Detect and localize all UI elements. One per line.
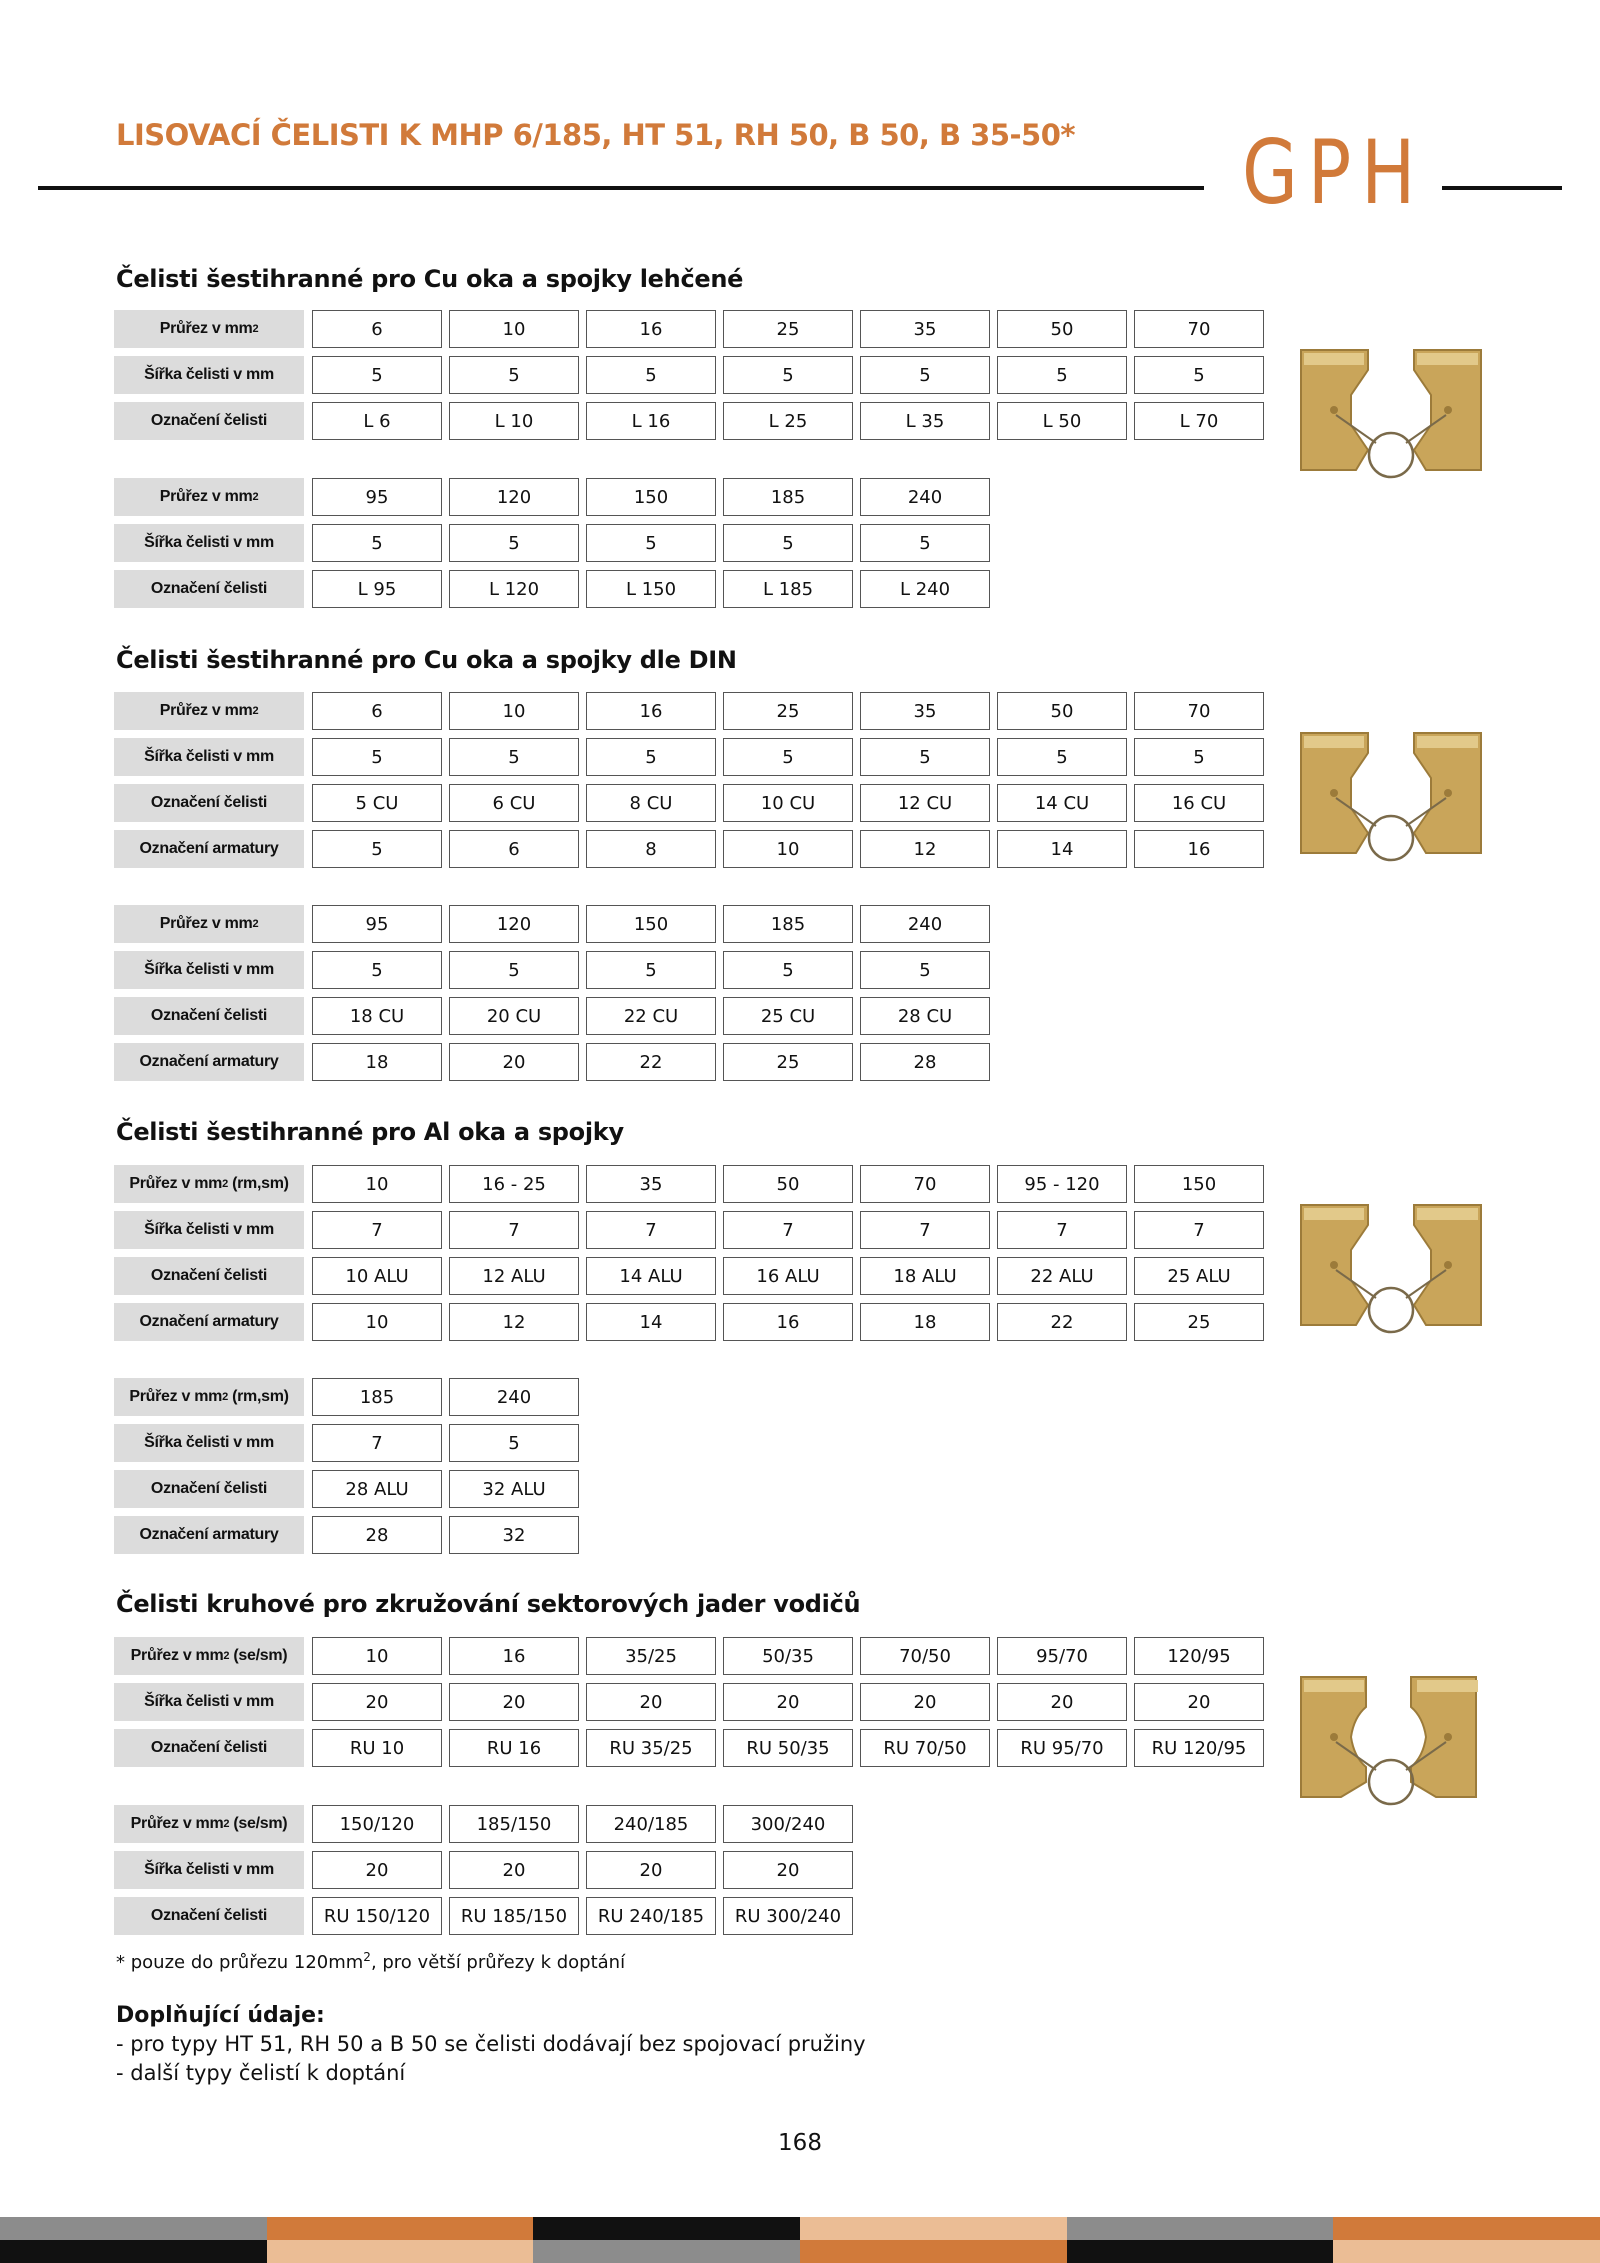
additional-info-line: - pro typy HT 51, RH 50 a B 50 se čelisti dodávají bez spojovací pružiny (116, 2032, 866, 2056)
table-cell: 120 (449, 478, 579, 516)
table-cell: 150 (586, 478, 716, 516)
row-label: Průřez v mm 2 (114, 692, 304, 730)
table-cell: 25 (723, 1043, 853, 1081)
table-cell: 20 (860, 1683, 990, 1721)
table-cell: RU 10 (312, 1729, 442, 1767)
table-cell: L 120 (449, 570, 579, 608)
table-cell: RU 185/150 (449, 1897, 579, 1935)
row-label: Označení čelisti (114, 1897, 304, 1935)
table-cell: 5 (449, 524, 579, 562)
table-cell: 240 (860, 905, 990, 943)
row-label: Označení čelisti (114, 1729, 304, 1767)
table-cell: 5 (586, 524, 716, 562)
table-cell: L 70 (1134, 402, 1264, 440)
table-cell: 35 (860, 310, 990, 348)
table-cell: 5 (997, 356, 1127, 394)
table-cell: 5 (312, 356, 442, 394)
table-row (114, 1683, 1264, 1721)
table-cell: 70/50 (860, 1637, 990, 1675)
row-label: Označení čelisti (114, 570, 304, 608)
table-row (114, 1516, 579, 1554)
crimp-jaw-image (1296, 1190, 1486, 1340)
table-row (114, 524, 990, 562)
table-row (114, 830, 1264, 868)
table-cell: 22 CU (586, 997, 716, 1035)
table-cell: 20 (312, 1851, 442, 1889)
section-heading: Čelisti šestihranné pro Cu oka a spojky dle DIN (116, 646, 737, 674)
table-cell: 22 (997, 1303, 1127, 1341)
table-cell: 150 (586, 905, 716, 943)
table-cell: 20 (449, 1043, 579, 1081)
page-title: LISOVACÍ ČELISTI K MHP 6/185, HT 51, RH 50, B 50, B 35-50* (116, 118, 1076, 152)
table-cell: 6 (449, 830, 579, 868)
row-label: Označení armatury (114, 1043, 304, 1081)
table-cell: L 50 (997, 402, 1127, 440)
table-cell: 8 CU (586, 784, 716, 822)
table-row (114, 692, 1264, 730)
table-cell: 18 (312, 1043, 442, 1081)
table-cell: 25 (1134, 1303, 1264, 1341)
table-cell: 185 (312, 1378, 442, 1416)
table-cell: 28 (312, 1516, 442, 1554)
crimp-jaw-image (1296, 335, 1486, 485)
row-label: Šířka čelisti v mm (114, 951, 304, 989)
round-crimp-jaw-image (1296, 1662, 1486, 1812)
footnote: * pouze do průřezu $120mm^2$, pro větší průřezy k doptání (116, 1950, 626, 1973)
table-cell: 50 (997, 692, 1127, 730)
table-cell: 5 (312, 951, 442, 989)
table-cell: 185 (723, 478, 853, 516)
table-cell: 20 (723, 1851, 853, 1889)
table-cell: 16 (723, 1303, 853, 1341)
jaw-table (114, 1378, 579, 1562)
table-cell: 7 (312, 1424, 442, 1462)
table-cell: RU 70/50 (860, 1729, 990, 1767)
table-cell: L 10 (449, 402, 579, 440)
crimp-jaw-image (1296, 718, 1486, 868)
row-label: Šířka čelisti v mm (114, 1683, 304, 1721)
table-row (114, 1303, 1264, 1341)
row-label: Průřez v mm 2 (se/sm) (114, 1637, 304, 1675)
footer-stripe-segment (0, 2217, 267, 2240)
footer-stripe-segment (1067, 2240, 1334, 2263)
table-row (114, 951, 990, 989)
row-label: Průřez v mm 2 (rm,sm) (114, 1165, 304, 1203)
header-rule-right (1442, 186, 1562, 190)
table-cell: L 16 (586, 402, 716, 440)
row-label: Označení čelisti (114, 784, 304, 822)
table-cell: 25 (723, 692, 853, 730)
table-cell: 185/150 (449, 1805, 579, 1843)
table-cell: 18 CU (312, 997, 442, 1035)
additional-info-title: Doplňující údaje: (116, 2003, 325, 2028)
table-cell: 20 (586, 1851, 716, 1889)
table-cell: 12 (860, 830, 990, 868)
table-cell: 5 (586, 738, 716, 776)
table-cell: 300/240 (723, 1805, 853, 1843)
row-label: Průřez v mm 2 (se/sm) (114, 1805, 304, 1843)
table-cell: 14 ALU (586, 1257, 716, 1295)
jaw-table (114, 905, 990, 1089)
table-cell: 7 (860, 1211, 990, 1249)
table-cell: 18 (860, 1303, 990, 1341)
table-cell: 14 (997, 830, 1127, 868)
row-label: Označení armatury (114, 1516, 304, 1554)
table-cell: 95 - 120 (997, 1165, 1127, 1203)
table-cell: 7 (723, 1211, 853, 1249)
jaw-table (114, 478, 990, 616)
footer-stripe-segment (0, 2240, 267, 2263)
table-cell: 5 CU (312, 784, 442, 822)
table-row (114, 1165, 1264, 1203)
table-row (114, 738, 1264, 776)
table-row (114, 1211, 1264, 1249)
table-cell: 120/95 (1134, 1637, 1264, 1675)
page-number: 168 (778, 2130, 822, 2156)
footer-stripe-segment (1333, 2217, 1600, 2240)
table-row (114, 570, 990, 608)
section-heading: Čelisti kruhové pro zkružování sektorových jader vodičů (116, 1590, 861, 1618)
row-label: Označení čelisti (114, 402, 304, 440)
table-cell: 240/185 (586, 1805, 716, 1843)
table-cell: 10 (723, 830, 853, 868)
table-cell: RU 95/70 (997, 1729, 1127, 1767)
table-row (114, 1424, 579, 1462)
table-cell: RU 35/25 (586, 1729, 716, 1767)
table-cell: 12 CU (860, 784, 990, 822)
table-cell: L 150 (586, 570, 716, 608)
table-cell: 5 (449, 738, 579, 776)
row-label: Šířka čelisti v mm (114, 1851, 304, 1889)
table-cell: RU 16 (449, 1729, 579, 1767)
table-cell: 95 (312, 905, 442, 943)
table-cell: 150 (1134, 1165, 1264, 1203)
table-cell: 12 ALU (449, 1257, 579, 1295)
table-row (114, 1851, 853, 1889)
table-cell: 7 (449, 1211, 579, 1249)
row-label: Průřez v mm 2 (114, 478, 304, 516)
row-label: Šířka čelisti v mm (114, 1211, 304, 1249)
table-cell: 16 (449, 1637, 579, 1675)
table-cell: 70 (860, 1165, 990, 1203)
table-cell: 50 (997, 310, 1127, 348)
table-cell: 5 (997, 738, 1127, 776)
table-cell: 5 (312, 830, 442, 868)
table-cell: 240 (449, 1378, 579, 1416)
table-cell: 5 (860, 524, 990, 562)
table-cell: 5 (449, 356, 579, 394)
table-cell: 5 (586, 951, 716, 989)
table-cell: 8 (586, 830, 716, 868)
section-heading: Čelisti šestihranné pro Cu oka a spojky lehčené (116, 265, 744, 293)
row-label: Označení armatury (114, 1303, 304, 1341)
table-cell: 7 (997, 1211, 1127, 1249)
table-cell: 5 (723, 738, 853, 776)
table-cell: 10 (449, 692, 579, 730)
table-cell: 22 ALU (997, 1257, 1127, 1295)
table-row (114, 402, 1264, 440)
table-cell: 16 CU (1134, 784, 1264, 822)
footer-stripe-segment (1333, 2240, 1600, 2263)
table-cell: L 185 (723, 570, 853, 608)
table-cell: 7 (312, 1211, 442, 1249)
table-cell: 5 (723, 524, 853, 562)
table-cell: 12 (449, 1303, 579, 1341)
header-rule-left (38, 186, 1204, 190)
table-cell: RU 300/240 (723, 1897, 853, 1935)
table-cell: 20 (997, 1683, 1127, 1721)
table-cell: 120 (449, 905, 579, 943)
table-cell: 20 (723, 1683, 853, 1721)
table-cell: 5 (312, 524, 442, 562)
row-label: Šířka čelisti v mm (114, 524, 304, 562)
table-cell: 5 (860, 951, 990, 989)
table-cell: RU 120/95 (1134, 1729, 1264, 1767)
table-cell: 5 (723, 356, 853, 394)
table-cell: 10 (449, 310, 579, 348)
section-heading: Čelisti šestihranné pro Al oka a spojky (116, 1118, 624, 1146)
table-row (114, 1729, 1264, 1767)
table-cell: 28 (860, 1043, 990, 1081)
table-cell: 16 ALU (723, 1257, 853, 1295)
table-cell: 28 CU (860, 997, 990, 1035)
table-cell: 7 (586, 1211, 716, 1249)
row-label: Označení čelisti (114, 1470, 304, 1508)
table-cell: 35/25 (586, 1637, 716, 1675)
footer-stripe-segment (267, 2217, 534, 2240)
table-cell: 32 (449, 1516, 579, 1554)
table-cell: RU 240/185 (586, 1897, 716, 1935)
row-label: Průřez v mm 2 (rm,sm) (114, 1378, 304, 1416)
table-row (114, 478, 990, 516)
table-row (114, 784, 1264, 822)
table-row (114, 1043, 990, 1081)
table-cell: 28 ALU (312, 1470, 442, 1508)
table-cell: 20 (586, 1683, 716, 1721)
table-cell: 5 (723, 951, 853, 989)
table-cell: 5 (312, 738, 442, 776)
jaw-table (114, 692, 1264, 876)
footer-stripe-segment (533, 2240, 800, 2263)
table-cell: 95/70 (997, 1637, 1127, 1675)
table-cell: 35 (860, 692, 990, 730)
table-cell: 16 - 25 (449, 1165, 579, 1203)
table-row (114, 356, 1264, 394)
table-cell: 10 CU (723, 784, 853, 822)
table-cell: 32 ALU (449, 1470, 579, 1508)
table-cell: 25 (723, 310, 853, 348)
table-cell: 50/35 (723, 1637, 853, 1675)
table-cell: 70 (1134, 692, 1264, 730)
table-cell: L 6 (312, 402, 442, 440)
table-row (114, 1470, 579, 1508)
table-cell: 70 (1134, 310, 1264, 348)
table-cell: 35 (586, 1165, 716, 1203)
table-cell: RU 50/35 (723, 1729, 853, 1767)
jaw-table (114, 1165, 1264, 1349)
additional-info-line: - další typy čelistí k doptání (116, 2061, 406, 2085)
jaw-table (114, 1637, 1264, 1775)
table-cell: L 95 (312, 570, 442, 608)
footer-stripe-segment (1067, 2217, 1334, 2240)
table-cell: 18 ALU (860, 1257, 990, 1295)
table-cell: 25 ALU (1134, 1257, 1264, 1295)
table-row (114, 1805, 853, 1843)
table-cell: 185 (723, 905, 853, 943)
row-label: Průřez v mm 2 (114, 310, 304, 348)
row-label: Označení čelisti (114, 997, 304, 1035)
table-cell: 20 CU (449, 997, 579, 1035)
jaw-table (114, 1805, 853, 1943)
jaw-table (114, 310, 1264, 448)
table-row (114, 997, 990, 1035)
row-label: Označení čelisti (114, 1257, 304, 1295)
table-cell: 5 (586, 356, 716, 394)
table-cell: 20 (312, 1683, 442, 1721)
row-label: Průřez v mm 2 (114, 905, 304, 943)
table-cell: 10 (312, 1637, 442, 1675)
table-cell: 20 (449, 1683, 579, 1721)
table-cell: 50 (723, 1165, 853, 1203)
row-label: Šířka čelisti v mm (114, 738, 304, 776)
table-row (114, 1637, 1264, 1675)
table-cell: 7 (1134, 1211, 1264, 1249)
table-cell: 150/120 (312, 1805, 442, 1843)
table-cell: L 240 (860, 570, 990, 608)
footer-stripe-bottom (0, 2240, 1600, 2263)
table-cell: 95 (312, 478, 442, 516)
table-row (114, 905, 990, 943)
footer-stripe-segment (800, 2240, 1067, 2263)
table-cell: 6 (312, 310, 442, 348)
row-label: Šířka čelisti v mm (114, 356, 304, 394)
table-cell: 14 (586, 1303, 716, 1341)
table-cell: 240 (860, 478, 990, 516)
table-cell: 5 (449, 951, 579, 989)
row-label: Šířka čelisti v mm (114, 1424, 304, 1462)
table-cell: 14 CU (997, 784, 1127, 822)
footer-stripe-top (0, 2217, 1600, 2240)
table-cell: RU 150/120 (312, 1897, 442, 1935)
table-row (114, 1378, 579, 1416)
table-cell: 22 (586, 1043, 716, 1081)
table-row (114, 1257, 1264, 1295)
table-cell: 16 (1134, 830, 1264, 868)
table-cell: 10 (312, 1303, 442, 1341)
table-row (114, 1897, 853, 1935)
table-cell: 5 (1134, 356, 1264, 394)
row-label: Označení armatury (114, 830, 304, 868)
table-cell: 5 (1134, 738, 1264, 776)
table-cell: 5 (449, 1424, 579, 1462)
table-cell: 16 (586, 692, 716, 730)
table-cell: 20 (449, 1851, 579, 1889)
table-cell: 10 (312, 1165, 442, 1203)
table-cell: L 35 (860, 402, 990, 440)
table-cell: 6 CU (449, 784, 579, 822)
table-cell: 20 (1134, 1683, 1264, 1721)
table-cell: L 25 (723, 402, 853, 440)
table-cell: 5 (860, 356, 990, 394)
table-cell: 6 (312, 692, 442, 730)
table-cell: 10 ALU (312, 1257, 442, 1295)
footer-stripe-segment (800, 2217, 1067, 2240)
table-cell: 5 (860, 738, 990, 776)
gph-logo: GPH (1242, 121, 1426, 224)
table-cell: 25 CU (723, 997, 853, 1035)
table-row (114, 310, 1264, 348)
footer-stripe-segment (267, 2240, 534, 2263)
table-cell: 16 (586, 310, 716, 348)
footer-stripe-segment (533, 2217, 800, 2240)
